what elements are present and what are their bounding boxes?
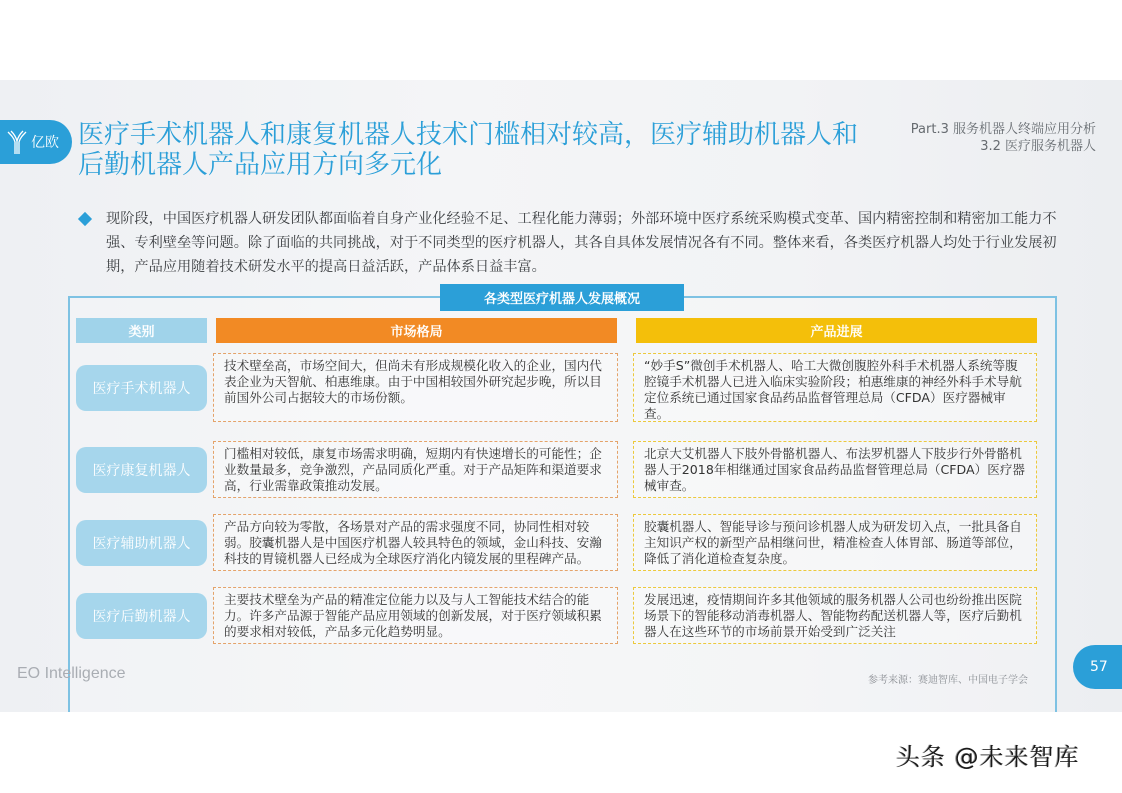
category-assistive: 医疗辅助机器人 <box>76 520 207 566</box>
market-cell-logistics: 主要技术壁垒为产品的精准定位能力以及与人工智能技术结合的能力。许多产品源于智能产品应用领域的创新发展，对于医疗领域积累的要求相对较低，产品多元化趋势明显。 <box>213 587 618 644</box>
brand-logo-text: 亿欧 <box>31 135 59 151</box>
footer-brand: EO Intelligence <box>17 665 126 682</box>
category-logistics: 医疗后勤机器人 <box>76 593 207 639</box>
bullet-diamond-icon <box>78 212 92 226</box>
yiou-y-logo-icon <box>6 129 28 155</box>
slide <box>0 80 1122 712</box>
category-rehab: 医疗康复机器人 <box>76 447 207 493</box>
product-cell-rehab: 北京大艾机器人下肢外骨骼机器人、布法罗机器人下肢步行外骨骼机器人于2018年相继通过国家食品药品监督管理总局（CFDA）医疗器械审查。 <box>633 441 1037 498</box>
panel-title: 各类型医疗机器人发展概况 <box>440 284 684 311</box>
market-cell-surgical: 技术壁垒高，市场空间大，但尚未有形成规模化收入的企业，国内代表企业为天智航、柏惠维康。由于中国相较国外研究起步晚，所以目前国外公司占据较大的市场份额。 <box>213 353 618 422</box>
column-header-product: 产品进展 <box>636 318 1037 343</box>
intro-text: 现阶段，中国医疗机器人研发团队都面临着自身产业化经验不足、工程化能力薄弱；外部环境中医疗系统采购模式变革、国内精密控制和精密加工能力不强、专利壁垒等问题。除了面临的共同挑战，对于不同类型的医疗机器人，其各自具体发展情况各有不同。整体来看，各类医疗机器人均处于行业发展初期，产品应用随着技术研发水平的提高日益活跃，产品体系日益丰富。 <box>106 211 1057 275</box>
brand-logo <box>0 120 72 164</box>
section-label <box>911 121 1096 155</box>
section-sub: 3.2 医疗服务机器人 <box>980 139 1096 154</box>
market-cell-rehab: 门槛相对较低，康复市场需求明确，短期内有快速增长的可能性；企业数量最多，竞争激烈，产品同质化严重。对于产品矩阵和渠道要求高，行业需靠政策推动发展。 <box>213 441 618 498</box>
product-cell-assistive: 胶囊机器人、智能导诊与预问诊机器人成为研发切入点，一批具备自主知识产权的新型产品相继问世，精准检查人体胃部、肠道等部位，降低了消化道检查复杂度。 <box>633 514 1037 571</box>
section-part: Part.3 服务机器人终端应用分析 <box>910 122 1096 137</box>
watermark: 头条 @未来智库 <box>896 743 1080 771</box>
footer-source: 参考来源：赛迪智库、中国电子学会 <box>868 675 1028 686</box>
product-cell-logistics: 发展迅速，疫情期间许多其他领域的服务机器人公司也纷纷推出医院场景下的智能移动消毒机器人、智能物药配送机器人等，医疗后勤机器人在这些环节的市场前景开始受到广泛关注 <box>633 587 1037 644</box>
column-header-market: 市场格局 <box>216 318 617 343</box>
intro-paragraph <box>78 207 1058 279</box>
page-number: 57 <box>1073 645 1122 689</box>
column-header-category: 类别 <box>76 318 207 343</box>
page-title: 医疗手术机器人和康复机器人技术门槛相对较高，医疗辅助机器人和后勤机器人产品应用方向多元化 <box>78 120 859 180</box>
category-surgical: 医疗手术机器人 <box>76 365 207 411</box>
market-cell-assistive: 产品方向较为零散，各场景对产品的需求强度不同，协同性相对较弱。胶囊机器人是中国医疗机器人较具特色的领域，金山科技、安瀚科技的胃镜机器人已经成为全球医疗消化内镜发展的里程碑产品。 <box>213 514 618 571</box>
product-cell-surgical: “妙手S”微创手术机器人、哈工大微创腹腔外科手术机器人系统等腹腔镜手术机器人已进入临床实验阶段；柏惠维康的神经外科手术导航定位系统已通过国家食品药品监督管理总局（CFDA）医疗器械审查。 <box>633 353 1037 422</box>
